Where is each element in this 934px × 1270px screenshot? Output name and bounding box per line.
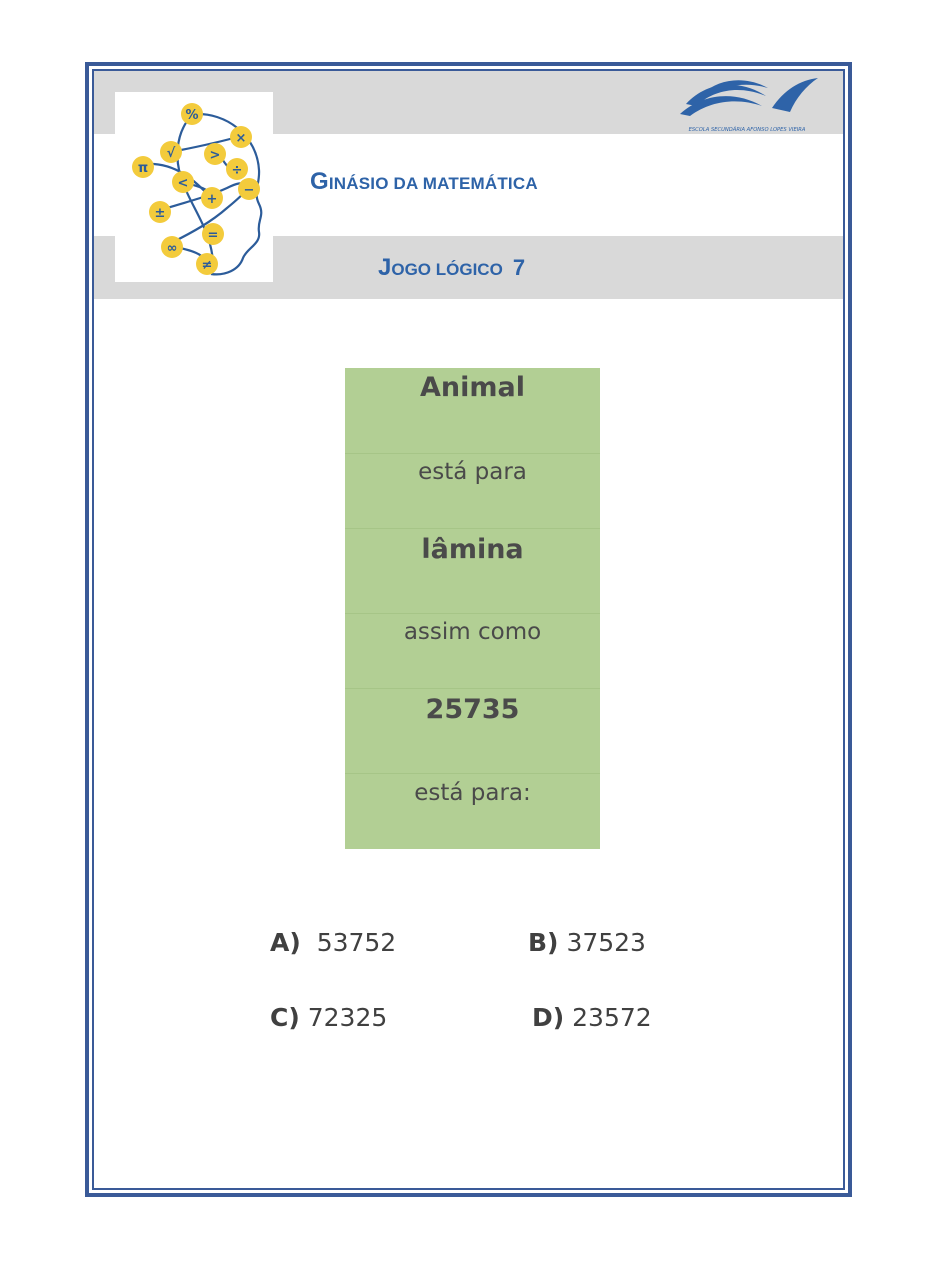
brain-symbol: π	[137, 161, 149, 176]
page-subtitle	[378, 254, 525, 282]
option-value: 23572	[572, 1003, 652, 1032]
puzzle-divider	[345, 453, 600, 454]
option-value: 37523	[566, 928, 646, 957]
puzzle-row: 25735	[425, 694, 520, 725]
option-letter: A)	[270, 928, 301, 957]
brain-symbol: ≠	[201, 258, 213, 273]
option-c	[270, 1003, 387, 1032]
brain-symbol: %	[185, 108, 199, 123]
title-initial: G	[310, 168, 329, 195]
option-a	[270, 928, 396, 957]
puzzle-row: assim como	[403, 619, 542, 645]
option-value: 72325	[307, 1003, 388, 1032]
puzzle-row: está para	[418, 459, 527, 485]
puzzle-row: está para:	[414, 780, 531, 806]
option-b	[528, 928, 646, 957]
brain-symbol: ×	[235, 131, 247, 146]
subtitle-initial: J	[378, 254, 392, 281]
brain-symbol: >	[209, 148, 221, 163]
option-letter: C)	[270, 1003, 300, 1032]
option-value: 53752	[316, 928, 397, 957]
brain-symbol: ÷	[231, 163, 243, 178]
subtitle-number: 7	[512, 255, 526, 280]
brain-symbol: ∞	[166, 241, 178, 256]
puzzle-divider	[345, 528, 600, 529]
puzzle-divider	[345, 688, 600, 689]
page-title	[310, 168, 538, 196]
puzzle-row: Animal	[420, 372, 525, 403]
brain-symbol: ±	[154, 206, 166, 221]
brain-symbol: +	[206, 192, 218, 207]
option-letter: B)	[528, 928, 559, 957]
math-head-logo	[115, 92, 273, 282]
subtitle-rest: OGO LÓGICO	[391, 260, 503, 279]
puzzle-row: lâmina	[421, 534, 524, 565]
puzzle-divider	[345, 773, 600, 774]
brain-symbol: <	[177, 176, 189, 191]
puzzle-divider	[345, 613, 600, 614]
brain-symbol: −	[243, 183, 255, 198]
option-d	[532, 1003, 652, 1032]
school-logo-text: ESCOLA SECUNDÁRIA AFONSO LOPES VIEIRA	[688, 127, 806, 133]
brain-symbol: √	[166, 146, 176, 161]
brain-symbol: =	[207, 228, 219, 243]
school-logo	[672, 72, 822, 134]
title-rest: INÁSIO DA MATEMÁTICA	[328, 174, 538, 193]
option-letter: D)	[532, 1003, 565, 1032]
puzzle-box	[345, 368, 600, 849]
